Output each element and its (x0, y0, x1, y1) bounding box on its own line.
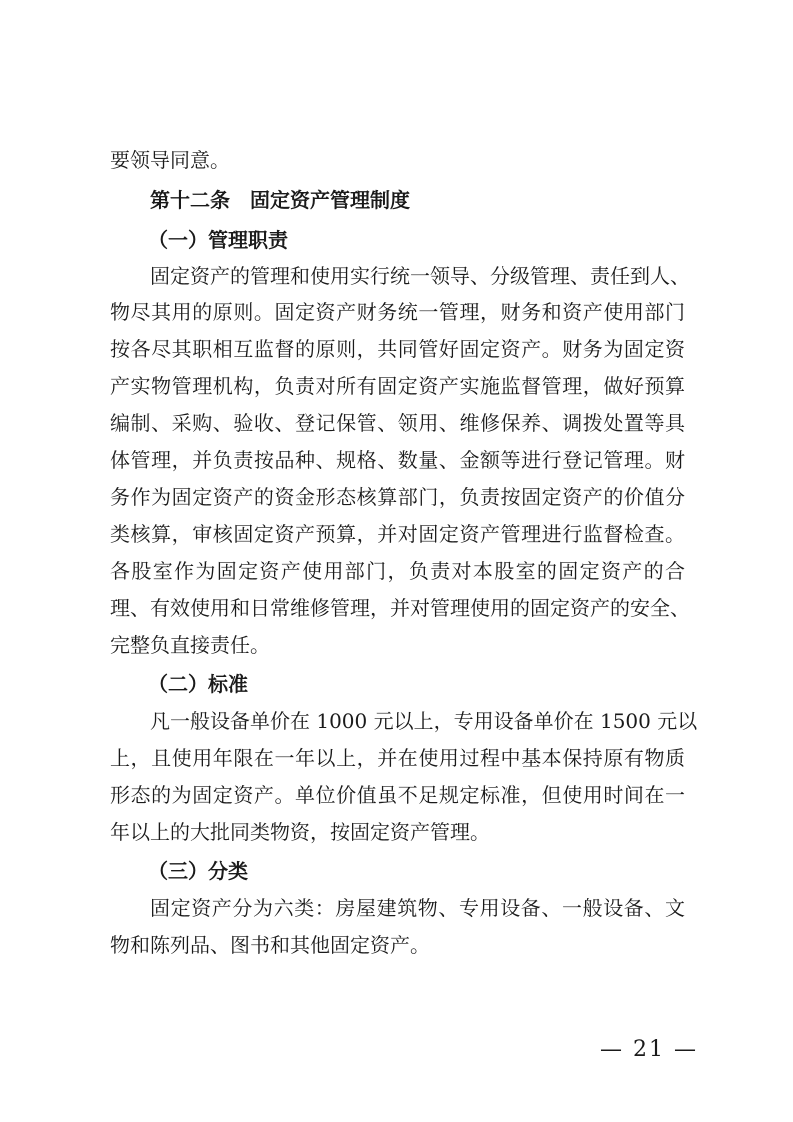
paragraph-line: 凡一般设备单价在 1000 元以上，专用设备单价在 1500 元以 (150, 709, 698, 733)
paragraph-line: 理、有效使用和日常维修管理，并对管理使用的固定资产的安全、 (110, 596, 690, 620)
paragraph-line: 物尽其用的原则。固定资产财务统一管理，财务和资产使用部门 (110, 300, 685, 324)
paragraph-line: 务作为固定资产的资金形态核算部门，负责按固定资产的价值分 (110, 485, 685, 509)
article-title: 第十二条 固定资产管理制度 (150, 188, 410, 212)
paragraph-line: 体管理，并负责按品种、规格、数量、金额等进行登记管理。财 (110, 448, 685, 472)
section-heading-classification: （三）分类 (148, 859, 248, 883)
paragraph-line: 各股室作为固定资产使用部门，负责对本股室的固定资产的合 (110, 559, 685, 583)
continuation-text: 要领导同意。 (110, 148, 230, 172)
section-heading-management: （一）管理职责 (148, 228, 288, 252)
paragraph-line: 完整负直接责任。 (110, 633, 270, 657)
section-heading-standard: （二）标准 (148, 672, 248, 696)
paragraph-line: 上，且使用年限在一年以上，并在使用过程中基本保持原有物质 (110, 746, 685, 770)
page-number: — 21 — (600, 1037, 698, 1062)
paragraph-line: 年以上的大批同类物资，按固定资产管理。 (110, 820, 490, 844)
paragraph-line: 固定资产分为六类：房屋建筑物、专用设备、一般设备、文 (150, 896, 685, 920)
paragraph-line: 形态的为固定资产。单位价值虽不足规定标准，但使用时间在一 (110, 783, 685, 807)
paragraph-line: 固定资产的管理和使用实行统一领导、分级管理、责任到人、 (150, 264, 690, 288)
paragraph-line: 类核算，审核固定资产预算，并对固定资产管理进行监督检查。 (110, 522, 685, 546)
paragraph-line: 编制、采购、验收、登记保管、领用、维修保养、调拨处置等具 (110, 411, 685, 435)
paragraph-line: 产实物管理机构，负责对所有固定资产实施监督管理，做好预算 (110, 374, 685, 398)
paragraph-line: 物和陈列品、图书和其他固定资产。 (110, 933, 430, 957)
paragraph-line: 按各尽其职相互监督的原则，共同管好固定资产。财务为固定资 (110, 337, 685, 361)
